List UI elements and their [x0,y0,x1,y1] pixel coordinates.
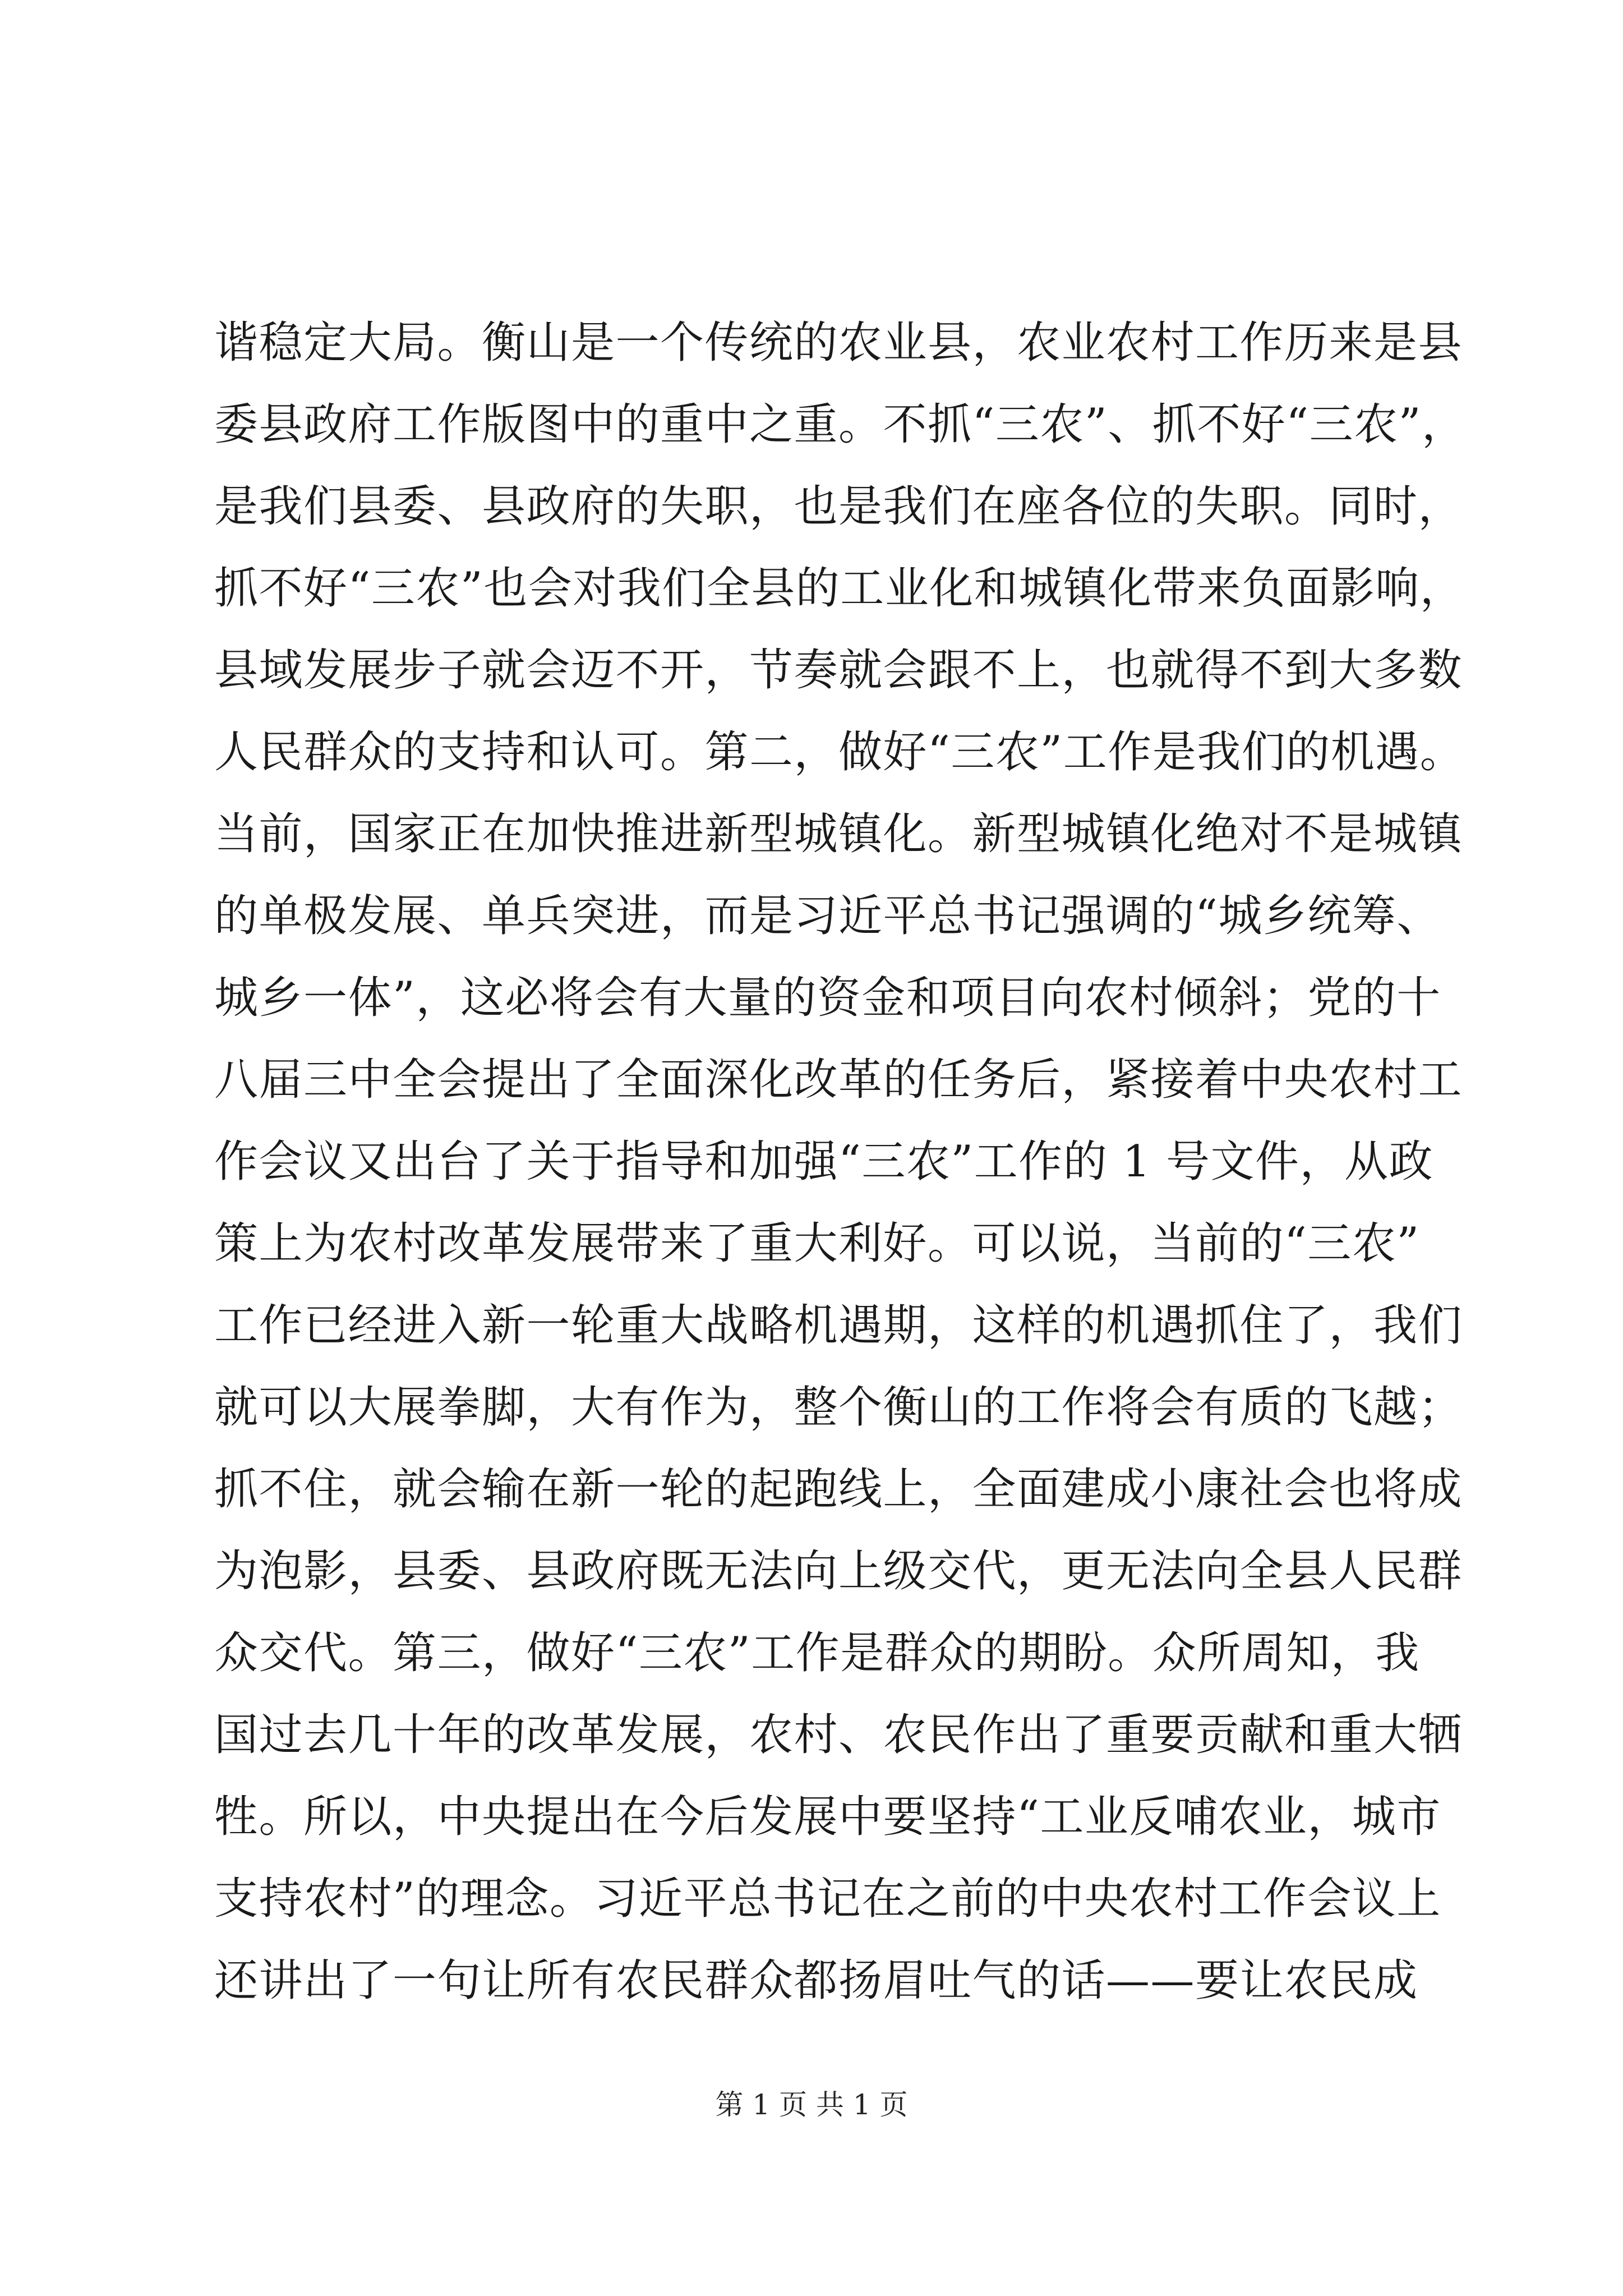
text-line: 委县政府工作版图中的重中之重。不抓“三农”、抓不好“三农”， [214,399,1467,450]
text-line: 为泡影，县委、县政府既无法向上级交代，更无法向全县人民群 [214,1546,1463,1596]
text-line: 城乡一体”，这必将会有大量的资金和项目向农村倾斜；党的十 [214,973,1441,1023]
text-line: 众交代。第三，做好“三农”工作是群众的期盼。众所周知，我 [214,1628,1420,1678]
text-line: 牲。所以，中央提出在今后发展中要坚持“工业反哺农业，城市 [214,1792,1441,1842]
page-number-footer: 第 1 页 共 1 页 [715,2088,908,2121]
text-line: 谐稳定大局。衡山是一个传统的农业县，农业农村工作历来是县 [214,318,1463,368]
text-line: 国过去几十年的改革发展，农村、农民作出了重要贡献和重大牺 [214,1710,1463,1760]
text-line: 策上为农村改革发展带来了重大利好。可以说，当前的“三农” [214,1218,1420,1269]
text-line: 工作已经进入新一轮重大战略机遇期，这样的机遇抓住了，我们 [214,1300,1463,1351]
text-line: 县域发展步子就会迈不开，节奏就会跟不上，也就得不到大多数 [214,645,1463,696]
text-line: 还讲出了一句让所有农民群众都扬眉吐气的话——要让农民成 [214,1955,1418,2006]
text-line: 的单极发展、单兵突进，而是习近平总书记强调的“城乡统筹、 [214,891,1441,941]
text-line: 作会议又出台了关于指导和加强“三农”工作的 1 号文件，从政 [214,1137,1433,1187]
text-line: 当前，国家正在加快推进新型城镇化。新型城镇化绝对不是城镇 [214,809,1463,859]
body-text [214,302,1470,2022]
text-line: 八届三中全会提出了全面深化改革的任务后，紧接着中央农村工 [214,1055,1463,1105]
text-line: 抓不好“三农”也会对我们全县的工业化和城镇化带来负面影响， [214,563,1465,614]
text-line: 抓不住，就会输在新一轮的起跑线上，全面建成小康社会也将成 [214,1464,1463,1515]
text-line: 人民群众的支持和认可。第二，做好“三农”工作是我们的机遇。 [214,727,1465,777]
text-line: 支持农村”的理念。习近平总书记在之前的中央农村工作会议上 [214,1874,1441,1924]
text-line: 就可以大展拳脚，大有作为，整个衡山的工作将会有质的飞越； [214,1382,1463,1433]
text-line: 是我们县委、县政府的失职，也是我们在座各位的失职。同时， [214,481,1463,532]
